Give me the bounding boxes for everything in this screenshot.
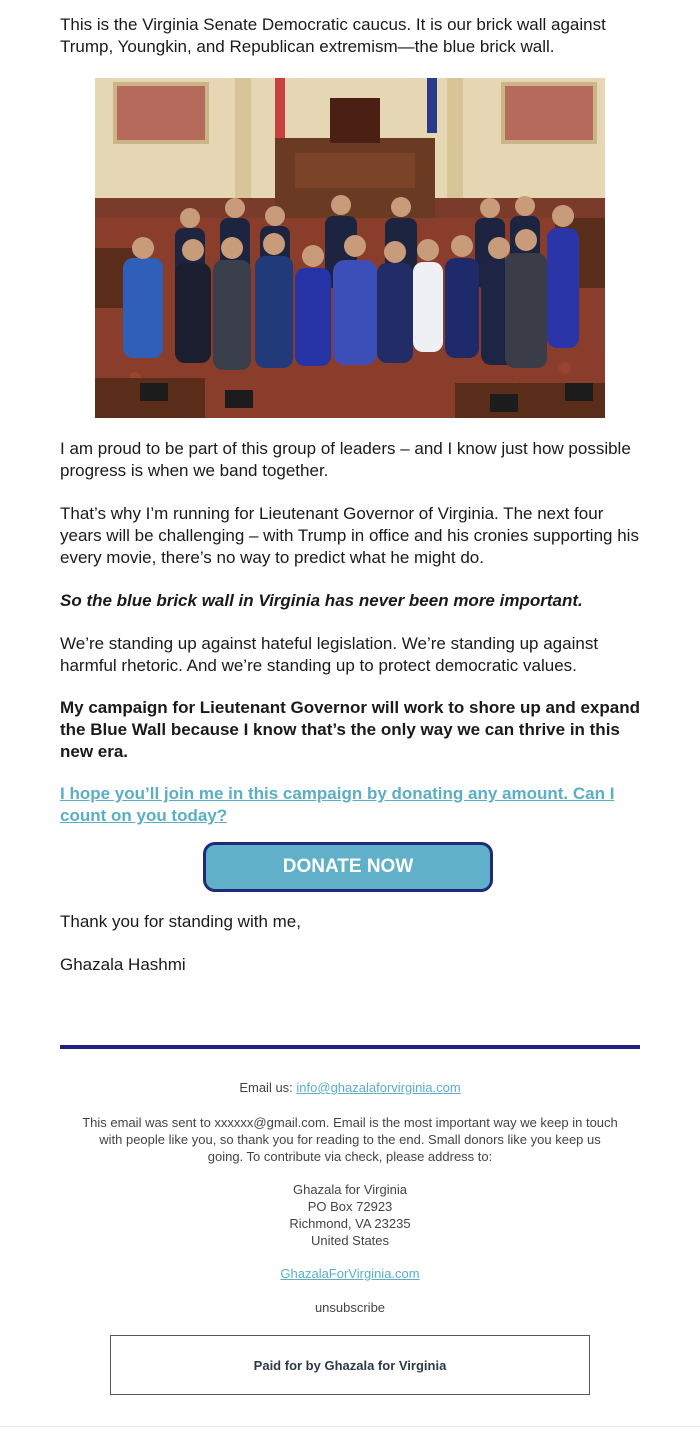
footer-address — [80, 1181, 620, 1249]
signature-text: Ghazala Hashmi — [60, 955, 186, 974]
running-paragraph: That’s why I’m running for Lieutenant Governor of Virginia. The next four years will be challenging – with Trump in office and his cronies supporting his every movie, there’s no way to predict what he might do. — [60, 504, 639, 567]
intro-paragraph: This is the Virginia Senate Democratic caucus. It is our brick wall against Trump, Youngkin, and Republican extremism—the blue brick wall. — [60, 15, 606, 56]
email-link[interactable]: info@ghazalaforvirginia.com — [296, 1080, 461, 1095]
unsubscribe-link[interactable]: unsubscribe — [314, 1300, 386, 1315]
footer-notice: This email was sent to xxxxxx@gmail.com. Email is the most important way we keep in touch with people like you, so thank you for reading to the end. Small donors like you keep us going. To contribute via check, please address to: — [82, 1115, 618, 1164]
footer-email-line — [80, 1079, 620, 1096]
website-link[interactable]: GhazalaForVirginia.com — [280, 1266, 420, 1281]
email-us-label: Email us: — [239, 1080, 293, 1095]
footer-site — [80, 1265, 620, 1282]
cta-paragraph — [60, 783, 640, 827]
donate-now-button[interactable]: DONATE NOW — [203, 842, 493, 892]
footer-divider — [60, 1045, 640, 1049]
address-line: United States — [310, 1233, 390, 1248]
proud-paragraph: I am proud to be part of this group of leaders – and I know just how possible progress is when we band together. — [60, 439, 631, 480]
paid-for-disclaimer: Paid for by Ghazala for Virginia — [110, 1335, 590, 1395]
address-line: PO Box 72923 — [307, 1199, 393, 1214]
signoff-text: Thank you for standing with me, — [60, 912, 301, 931]
address-line: Ghazala for Virginia — [293, 1182, 407, 1197]
address-line: Richmond, VA 23235 — [289, 1216, 411, 1231]
blue-wall-statement: So the blue brick wall in Virginia has never been more important. — [60, 591, 583, 610]
footer-unsubscribe — [80, 1299, 620, 1316]
senate-caucus-photo — [95, 78, 605, 418]
campaign-paragraph: My campaign for Lieutenant Governor will work to shore up and expand the Blue Wall because I know that’s the only way we can thrive in this new era. — [60, 698, 640, 761]
donate-text-link[interactable]: I hope you’ll join me in this campaign by donating any amount. Can I count on you today? — [60, 784, 615, 825]
standing-up-paragraph: We’re standing up against hateful legislation. We’re standing up against harmful rhetoric. And we’re standing up to protect democratic values. — [60, 634, 599, 675]
bottom-border — [0, 1426, 700, 1427]
